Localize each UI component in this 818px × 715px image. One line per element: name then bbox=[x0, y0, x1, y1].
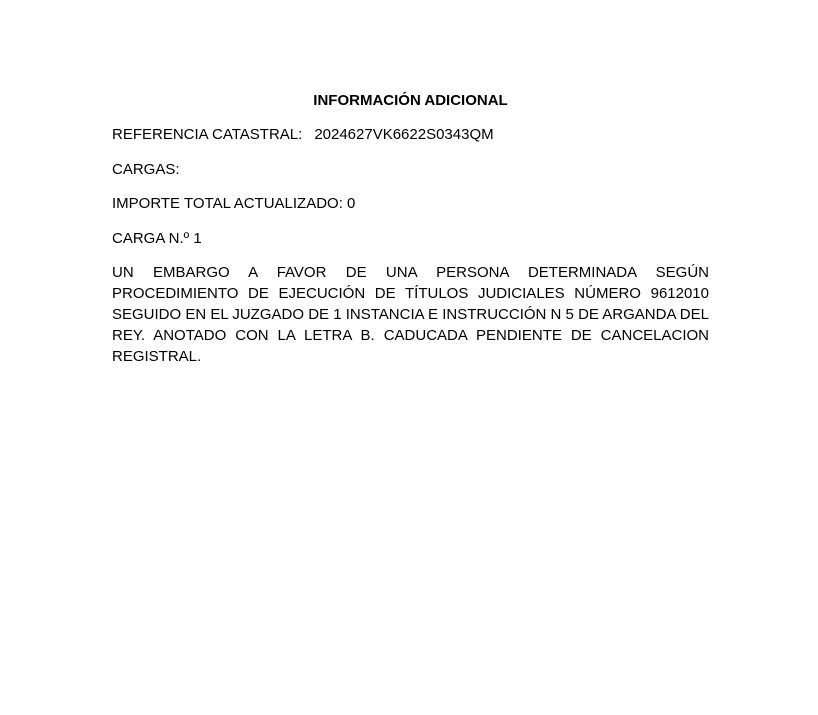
cargas-label: CARGAS: bbox=[112, 161, 180, 178]
referencia-catastral-label: REFERENCIA CATASTRAL: bbox=[112, 126, 303, 143]
referencia-catastral-value: 2024627VK6622S0343QM bbox=[314, 126, 494, 143]
importe-total-line: IMPORTE TOTAL ACTUALIZADO: 0 bbox=[112, 195, 356, 212]
referencia-catastral-line bbox=[112, 124, 494, 145]
document-title: INFORMACIÓN ADICIONAL bbox=[313, 92, 508, 109]
carga-description: UN EMBARGO A FAVOR DE UNA PERSONA DETERMINADA SEGÚN PROCEDIMIENTO DE EJECUCIÓN DE TÍTULOS JUDICIALES NÚMERO 9612010 SEGUIDO EN EL JUZGADO DE 1 INSTANCIA E INSTRUCCIÓN N 5 DE ARGANDA DEL REY. ANOTADO CON LA LETRA B. CADUCADA PENDIENTE DE CANCELACION REGISTRAL. bbox=[112, 264, 709, 365]
carga-number: CARGA N.º 1 bbox=[112, 230, 202, 247]
